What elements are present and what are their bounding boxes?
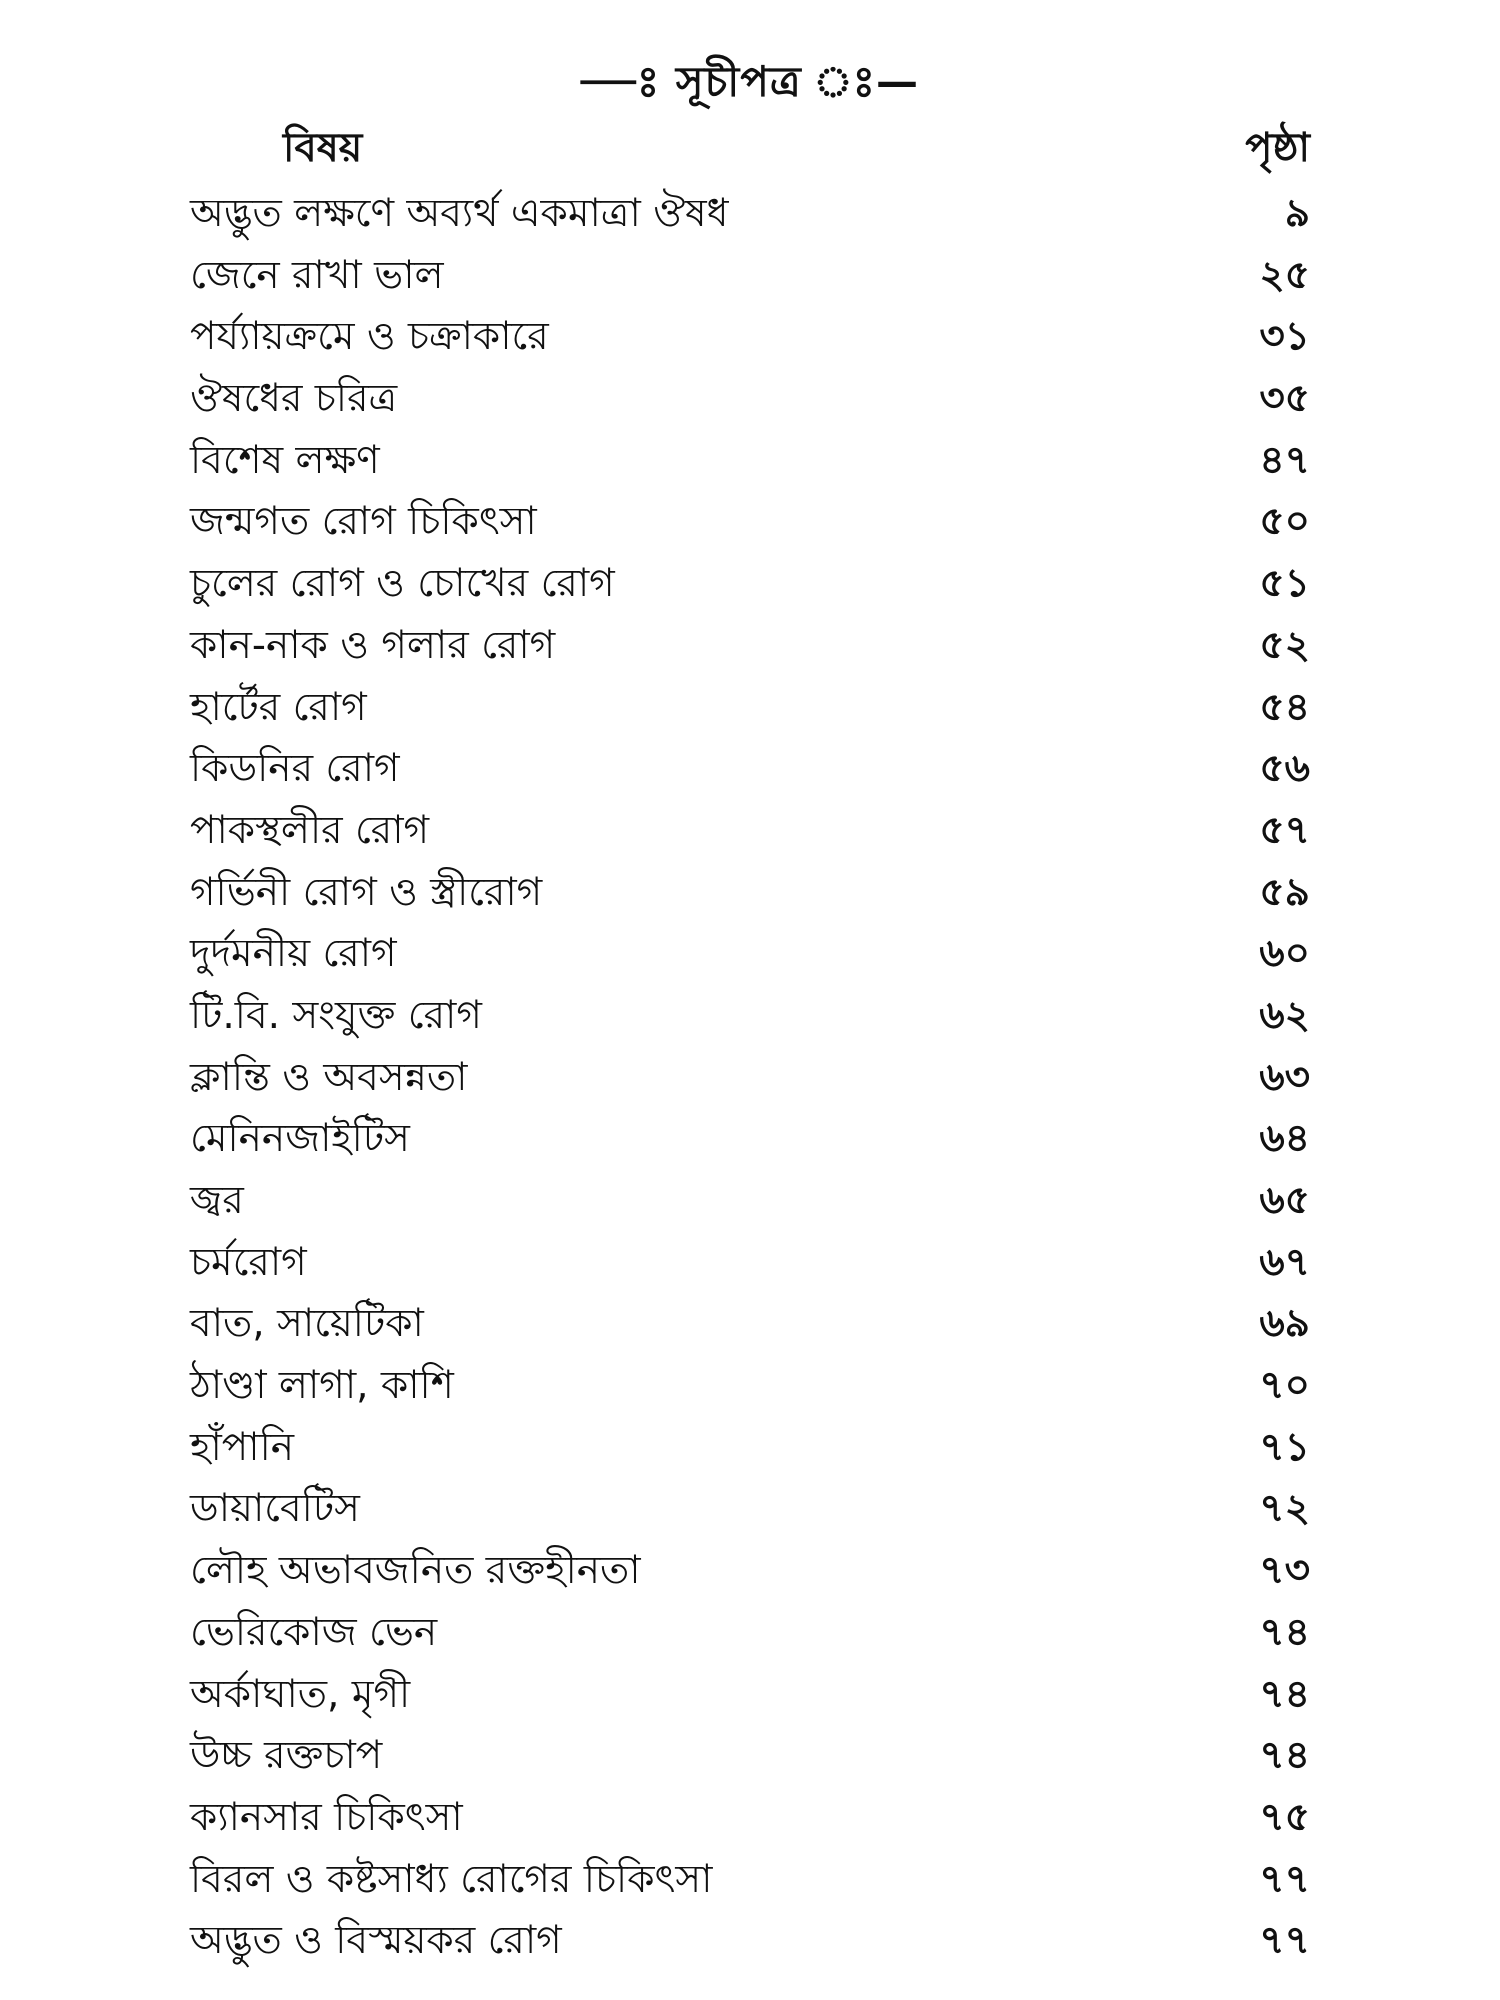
toc-entry <box>190 1540 1310 1602</box>
toc-entry <box>190 1047 1310 1109</box>
toc-entry-title: পর্য্যায়ক্রমে ও চক্রাকারে <box>190 314 549 360</box>
toc-entry <box>190 430 1310 492</box>
toc-entry-page: ৫৭ <box>1259 807 1310 853</box>
toc-entry-page: ৭৫ <box>1259 1794 1310 1840</box>
toc-entry-page: ৭৪ <box>1259 1609 1310 1655</box>
toc-entry <box>190 1478 1310 1540</box>
toc-entry-page: ৭১ <box>1259 1424 1310 1470</box>
toc-entry <box>190 368 1310 430</box>
toc-entry <box>190 1787 1310 1849</box>
toc-entry-page: ৬০ <box>1259 931 1310 977</box>
toc-entry-title: ডায়াবেটিস <box>190 1486 360 1532</box>
toc-entry-page: ২৫ <box>1259 252 1310 298</box>
toc-entry <box>190 1849 1310 1911</box>
toc-entry-title: চুলের রোগ ও চোখের রোগ <box>190 561 615 607</box>
toc-entry <box>190 1355 1310 1417</box>
toc-entry-title: অদ্ভুত ও বিস্ময়কর রোগ <box>190 1918 562 1964</box>
toc-entry-title: কান-নাক ও গলার রোগ <box>190 622 556 668</box>
toc-entry-page: ৫০ <box>1259 499 1310 545</box>
toc-entry-title: চর্মরোগ <box>190 1239 307 1285</box>
toc-entry-page: ৬৩ <box>1259 1054 1310 1100</box>
toc-entry-title: ক্যানসার চিকিৎসা <box>190 1794 463 1840</box>
toc-entry-page: ৬২ <box>1259 992 1310 1038</box>
toc-entry-page: ৪৭ <box>1259 437 1310 483</box>
toc-entry <box>190 1725 1310 1787</box>
toc-entry-title: হাঁপানি <box>190 1424 295 1470</box>
toc-entry-page: ৭২ <box>1259 1486 1310 1532</box>
toc-entry-title: ঔষধের চরিত্র <box>190 376 398 422</box>
toc-entry-page: ৭৭ <box>1259 1856 1310 1902</box>
toc-entry <box>190 491 1310 553</box>
toc-entry-page: ৬৫ <box>1259 1178 1310 1223</box>
toc-entry-title: পাকস্থলীর রোগ <box>190 807 430 853</box>
toc-entry-title: জেনে রাখা ভাল <box>190 252 444 298</box>
toc-entry-page: ৬৭ <box>1259 1239 1310 1285</box>
toc-entry-page: ৬৯ <box>1259 1301 1310 1347</box>
toc-entry-page: ৫১ <box>1259 561 1310 607</box>
toc-entry-title: ভেরিকোজ ভেন <box>190 1609 438 1655</box>
toc-entry-title: দুর্দমনীয় রোগ <box>190 931 397 977</box>
toc-entry-title: মেনিনজাইটিস <box>190 1116 410 1162</box>
page-title: —ঃ সূচীপত্র ঃ— <box>580 57 920 106</box>
toc-entry-title: হার্টের রোগ <box>190 684 367 730</box>
toc-entry-title: কিডনির রোগ <box>190 746 400 792</box>
toc-entry <box>190 1664 1310 1726</box>
toc-entry-page: ৭৪ <box>1259 1671 1310 1717</box>
toc-entry-title: অদ্ভুত লক্ষণে অব্যর্থ একমাত্রা ঔষধ <box>190 191 729 236</box>
toc-entry-page: ৭০ <box>1259 1363 1310 1409</box>
page-column-header: পৃষ্ঠা <box>1245 125 1310 171</box>
toc-entry-page: ৩৫ <box>1259 376 1310 422</box>
toc-entry <box>190 615 1310 677</box>
toc-entry-page: ৩১ <box>1259 314 1310 360</box>
toc-entry <box>190 923 1310 985</box>
toc-entry-page: ৯ <box>1284 191 1310 236</box>
toc-entry <box>190 1108 1310 1170</box>
toc-entry-title: অর্কাঘাত, মৃগী <box>190 1671 411 1717</box>
subject-column-header: বিষয় <box>283 125 363 171</box>
toc-entry-title: বিশেষ লক্ষণ <box>190 437 380 483</box>
toc-entry-title: ঠাণ্ডা লাগা, কাশি <box>190 1363 454 1409</box>
toc-entry <box>190 1417 1310 1479</box>
toc-entry <box>190 1293 1310 1355</box>
toc-entry-title: টি.বি. সংযুক্ত রোগ <box>190 992 482 1038</box>
toc-entry <box>190 183 1310 245</box>
table-of-contents <box>190 183 1310 1972</box>
toc-entry <box>190 245 1310 307</box>
toc-entry-page: ৫২ <box>1259 622 1310 668</box>
toc-entry-page: ৭৪ <box>1259 1733 1310 1779</box>
toc-entry <box>190 306 1310 368</box>
toc-entry <box>190 1910 1310 1972</box>
toc-entry <box>190 677 1310 739</box>
toc-entry-title: গর্ভিনী রোগ ও স্ত্রীরোগ <box>190 869 543 915</box>
toc-entry-page: ৬৪ <box>1259 1116 1310 1162</box>
toc-entry-title: বাত, সায়েটিকা <box>190 1301 424 1347</box>
toc-entry <box>190 800 1310 862</box>
toc-entry-title: জ্বর <box>190 1178 244 1223</box>
toc-entry-title: উচ্চ রক্তচাপ <box>190 1733 383 1779</box>
toc-entry-page: ৫৯ <box>1259 869 1310 915</box>
toc-entry <box>190 985 1310 1047</box>
toc-entry <box>190 862 1310 924</box>
toc-entry <box>190 1170 1310 1232</box>
toc-entry-title: ক্লান্তি ও অবসন্নতা <box>190 1054 468 1100</box>
toc-entry-title: লৌহ অভাবজনিত রক্তহীনতা <box>190 1548 641 1594</box>
toc-entry-title: জন্মগত রোগ চিকিৎসা <box>190 499 537 545</box>
toc-entry-page: ৭৭ <box>1259 1918 1310 1964</box>
toc-entry-page: ৫৬ <box>1259 746 1310 792</box>
toc-entry-title: বিরল ও কষ্টসাধ্য রোগের চিকিৎসা <box>190 1856 713 1902</box>
toc-entry <box>190 553 1310 615</box>
toc-entry-page: ৫৪ <box>1259 684 1310 730</box>
toc-entry <box>190 1602 1310 1664</box>
toc-entry <box>190 1232 1310 1294</box>
toc-entry-page: ৭৩ <box>1259 1548 1310 1594</box>
toc-entry <box>190 738 1310 800</box>
